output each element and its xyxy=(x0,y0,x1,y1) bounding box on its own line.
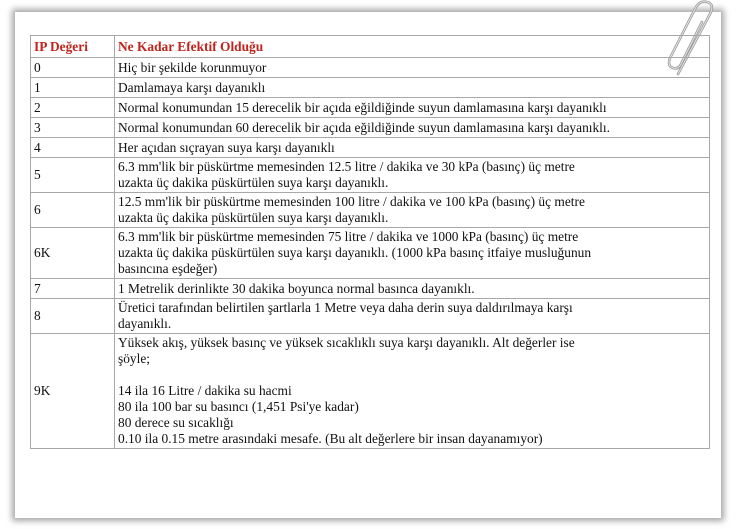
description-line: 1 Metrelik derinlikte 30 dakika boyunca normal basınca dayanıklı. xyxy=(118,280,475,296)
description-line: Yüksek akış, yüksek basınç ve yüksek sıcaklıklı suya karşı dayanıklı. Alt değerler ise xyxy=(118,335,575,350)
effectiveness-cell xyxy=(115,158,710,193)
effectiveness-cell xyxy=(115,118,710,138)
ip-value-cell: 9K xyxy=(31,334,115,449)
description-line: uzakta üç dakika püskürtülen suya karşı dayanıklı. (1000 kPa basınç itfaiye musluğunun xyxy=(118,245,592,260)
ip-value-cell: 6 xyxy=(31,193,115,228)
ip-rating-table xyxy=(30,35,710,449)
effectiveness-cell xyxy=(115,299,710,334)
header-ip-value: IP Değeri xyxy=(31,36,115,58)
effectiveness-cell xyxy=(115,98,710,118)
description-line: Damlamaya karşı dayanıklı xyxy=(118,79,266,95)
description-line: 6.3 mm'lik bir püskürtme memesinden 75 litre / dakika ve 1000 kPa (basınç) üç metre xyxy=(118,229,579,244)
description-line: Hiç bir şekilde korunmuyor xyxy=(118,59,267,75)
description-line: 80 ila 100 bar su basıncı (1,451 Psi'ye kadar) xyxy=(118,399,359,414)
ip-value-cell: 7 xyxy=(31,279,115,299)
effectiveness-cell xyxy=(115,279,710,299)
header-effectiveness: Ne Kadar Efektif Olduğu xyxy=(115,36,710,58)
table-header-row xyxy=(31,36,710,58)
table-row xyxy=(31,118,710,138)
description-line xyxy=(118,367,706,383)
description-line: 12.5 mm'lik bir püskürtme memesinden 100 litre / dakika ve 100 kPa (basınç) üç metre xyxy=(118,194,585,209)
description-line: 6.3 mm'lik bir püskürtme memesinden 12.5 litre / dakika ve 30 kPa (basınç) üç metre xyxy=(118,159,575,174)
ip-value-cell: 2 xyxy=(31,98,115,118)
description-line: 80 derece su sıcaklığı xyxy=(118,415,234,430)
description-line: şöyle; xyxy=(118,351,150,366)
description-line: uzakta üç dakika püskürtülen suya karşı dayanıklı. xyxy=(118,210,389,225)
effectiveness-cell xyxy=(115,78,710,98)
description-line: Üretici tarafından belirtilen şartlarla 1 Metre veya daha derin suya daldırılmaya karşı xyxy=(118,300,573,315)
description-line: uzakta üç dakika püskürtülen suya karşı dayanıklı. xyxy=(118,175,389,190)
table-row xyxy=(31,78,710,98)
ip-value-cell: 5 xyxy=(31,158,115,193)
description-line: basıncına eşdeğer) xyxy=(118,261,218,276)
ip-value-cell: 6K xyxy=(31,228,115,279)
table-body xyxy=(31,58,710,449)
table-row xyxy=(31,279,710,299)
description-line: Normal konumundan 60 derecelik bir açıda eğildiğinde suyun damlamasına karşı dayanıklı. xyxy=(118,119,610,135)
table-row xyxy=(31,158,710,193)
ip-value-cell: 0 xyxy=(31,58,115,78)
effectiveness-cell xyxy=(115,228,710,279)
table-row xyxy=(31,98,710,118)
effectiveness-cell xyxy=(115,58,710,78)
table-row xyxy=(31,58,710,78)
description-line: Her açıdan sıçrayan suya karşı dayanıklı xyxy=(118,139,335,155)
table-row xyxy=(31,193,710,228)
description-line: 14 ila 16 Litre / dakika su hacmi xyxy=(118,383,292,398)
ip-value-cell: 3 xyxy=(31,118,115,138)
table-row xyxy=(31,228,710,279)
effectiveness-cell xyxy=(115,138,710,158)
description-line: 0.10 ila 0.15 metre arasındaki mesafe. (Bu alt değerlere bir insan dayanamıyor) xyxy=(118,431,543,446)
effectiveness-cell xyxy=(115,193,710,228)
ip-value-cell: 4 xyxy=(31,138,115,158)
ip-value-cell: 8 xyxy=(31,299,115,334)
effectiveness-cell xyxy=(115,334,710,449)
ip-value-cell: 1 xyxy=(31,78,115,98)
description-line: Normal konumundan 15 derecelik bir açıda eğildiğinde suyun damlamasına karşı dayanıklı xyxy=(118,99,607,115)
table-row xyxy=(31,334,710,449)
description-line: dayanıklı. xyxy=(118,316,172,331)
table-row xyxy=(31,299,710,334)
table-row xyxy=(31,138,710,158)
